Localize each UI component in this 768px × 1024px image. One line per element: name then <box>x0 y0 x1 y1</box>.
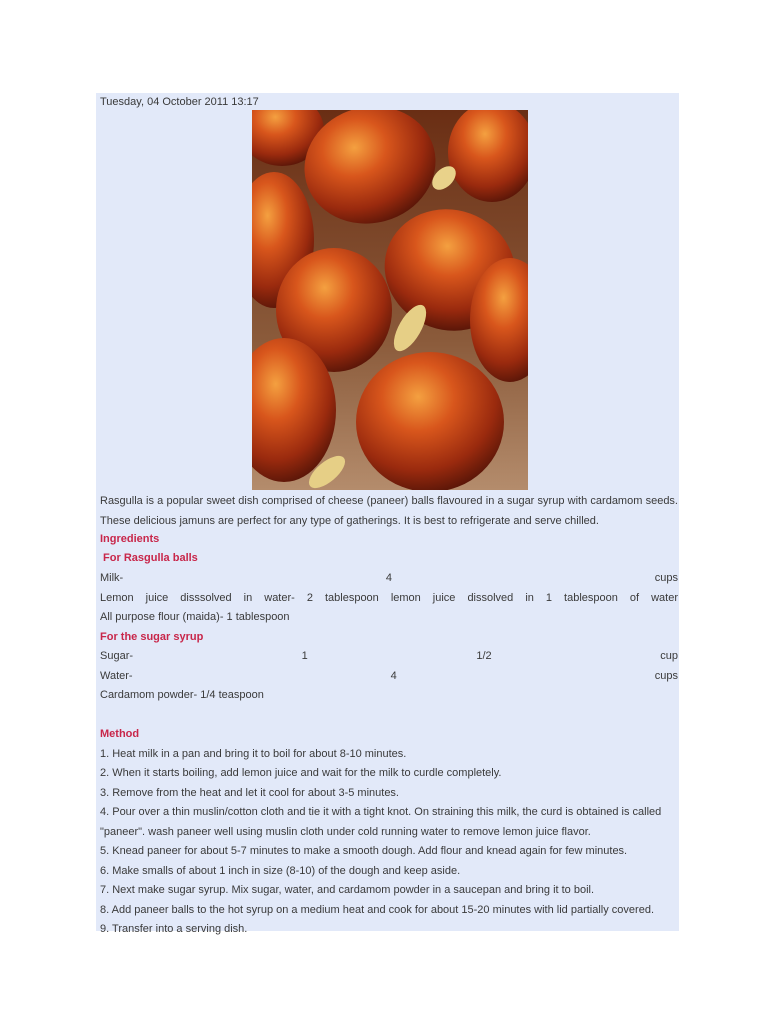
water-word-2: 4 <box>390 669 397 682</box>
method-step: 6. Make smalls of about 1 inch in size (8-10) of the dough and keep aside. <box>100 864 461 877</box>
lemon-word-9: juice <box>432 591 456 604</box>
sugar-word-2: 1 <box>301 650 308 662</box>
lemon-word-3: disssolved <box>180 591 232 604</box>
intro-paragraph: Rasgulla is a popular sweet dish comprised of cheese (paneer) balls flavoured in a sugar syrup with cardamom seeds. These delicious jamuns are perfect for any type of gatherings. It is best to refrigerate and serve chilled. <box>100 495 678 527</box>
spacer <box>100 706 678 726</box>
rasgulla-balls-heading: For Rasgulla balls <box>100 552 198 564</box>
method-step: 4. Pour over a thin muslin/cotton cloth and tie it with a tight knot. On straining this milk, the curd is obtained is called "paneer". wash paneer well using muslin cloth under cold running water to remove lemon juice flavor. <box>100 806 662 838</box>
lemon-word-4: in <box>243 591 253 604</box>
lemon-word-13: tablespoon <box>564 591 618 604</box>
method-step: 1. Heat milk in a pan and bring it to boil for about 8-10 minutes. <box>100 747 407 760</box>
ingredient-water <box>100 667 678 687</box>
article-content <box>100 95 678 940</box>
method-step: 7. Next make sugar syrup. Mix sugar, water, and cardamom powder in a saucepan and bring it to boil. <box>100 884 595 896</box>
ingredient-milk <box>100 569 678 589</box>
method-step: 9. Transfer into a serving dish. <box>100 923 248 935</box>
ingredient-flour: All purpose flour (maida)- 1 tablespoon <box>100 611 290 623</box>
lemon-word-11: in <box>525 591 534 604</box>
sweets-photo <box>252 110 528 490</box>
ingredient-cardamom: Cardamom powder- 1/4 teaspoon <box>100 689 264 701</box>
method-heading: Method <box>100 728 140 740</box>
sugar-word-3: 1/2 <box>476 650 492 662</box>
method-step: 2. When it starts boiling, add lemon juice and wait for the milk to curdle completely. <box>100 767 502 779</box>
sugar-word-4: cup <box>660 650 678 662</box>
method-step: 5. Knead paneer for about 5-7 minutes to make a smooth dough. Add flour and knead again for few minutes. <box>100 845 628 857</box>
water-word-1: Water- <box>100 669 133 682</box>
article-panel <box>96 93 679 935</box>
lemon-word-1: Lemon <box>100 591 134 604</box>
lemon-word-12: 1 <box>545 591 553 604</box>
sugar-word-1: Sugar- <box>100 650 134 662</box>
lemon-word-10: dissolved <box>467 591 514 604</box>
milk-word-3: cups <box>654 572 678 584</box>
lemon-word-8: lemon <box>390 591 421 604</box>
method-step: 8. Add paneer balls to the hot syrup on a medium heat and cook for about 15-20 minutes with lid partially covered. <box>100 903 654 916</box>
milk-word-1: Milk- <box>100 572 124 584</box>
lemon-word-15: water <box>651 591 678 604</box>
post-date: Tuesday, 04 October 2011 13:17 <box>100 96 259 108</box>
sugar-syrup-heading: For the sugar syrup <box>100 630 204 643</box>
method-steps <box>100 745 678 940</box>
lemon-word-6: 2 <box>306 591 313 604</box>
lemon-word-14: of <box>629 591 640 604</box>
lemon-word-2: juice <box>145 591 169 604</box>
method-step: 3. Remove from the heat and let it cool for about 3-5 minutes. <box>100 786 399 799</box>
lemon-word-7: tablespoon <box>324 591 379 604</box>
milk-word-2: 4 <box>385 572 393 584</box>
ingredients-heading: Ingredients <box>100 533 160 545</box>
lemon-word-5: water- <box>264 591 295 604</box>
ingredient-lemon <box>100 589 678 609</box>
ingredient-sugar <box>100 647 678 667</box>
water-word-3: cups <box>654 669 678 682</box>
